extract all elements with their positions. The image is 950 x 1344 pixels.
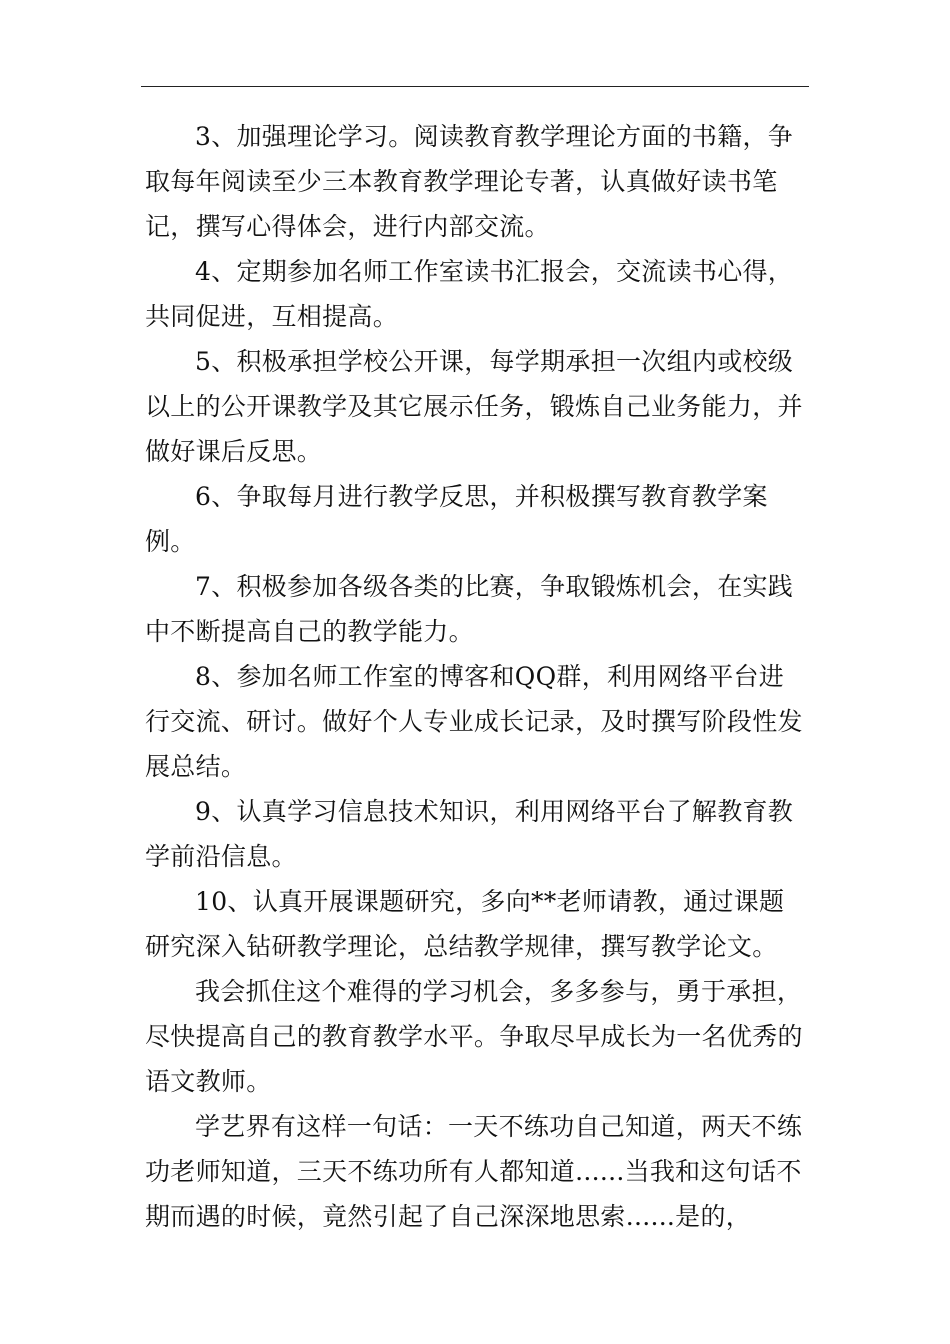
paragraph-item-7: 7、积极参加各级各类的比赛，争取锻炼机会，在实践中不断提高自己的教学能力。: [145, 572, 794, 646]
paragraph-item-4: 4、定期参加名师工作室读书汇报会，交流读书心得，共同促进，互相提高。: [145, 257, 794, 331]
paragraph-reflection: 学艺界有这样一句话：一天不练功自己知道，两天不练功老师知道，三天不练功所有人都知道......当我和这句话不期而遇的时候，竟然引起了自己深深地思索......是的，: [145, 1112, 803, 1231]
paragraph-commitment: 我会抓住这个难得的学习机会，多多参与，勇于承担，尽快提高自己的教育教学水平。争取尽早成长为一名优秀的语文教师。: [145, 977, 803, 1096]
document-body: [145, 114, 809, 1239]
paragraph-item-9: 9、认真学习信息技术知识，利用网络平台了解教育教学前沿信息。: [145, 797, 794, 871]
paragraph-item-5: 5、积极承担学校公开课，每学期承担一次组内或校级以上的公开课教学及其它展示任务，锻炼自己业务能力，并做好课后反思。: [145, 347, 803, 466]
paragraph-item-6: 6、争取每月进行教学反思，并积极撰写教育教学案例。: [145, 482, 768, 556]
paragraph-item-10: 10、认真开展课题研究，多向**老师请教，通过课题研究深入钻研教学理论，总结教学规律，撰写教学论文。: [145, 887, 785, 961]
paragraph-item-8: 8、参加名师工作室的博客和QQ群，利用网络平台进行交流、研讨。做好个人专业成长记录，及时撰写阶段性发展总结。: [145, 662, 803, 781]
header-rule: [141, 86, 809, 87]
paragraph-item-3: 3、加强理论学习。阅读教育教学理论方面的书籍，争取每年阅读至少三本教育教学理论专著，认真做好读书笔记，撰写心得体会，进行内部交流。: [145, 122, 794, 241]
